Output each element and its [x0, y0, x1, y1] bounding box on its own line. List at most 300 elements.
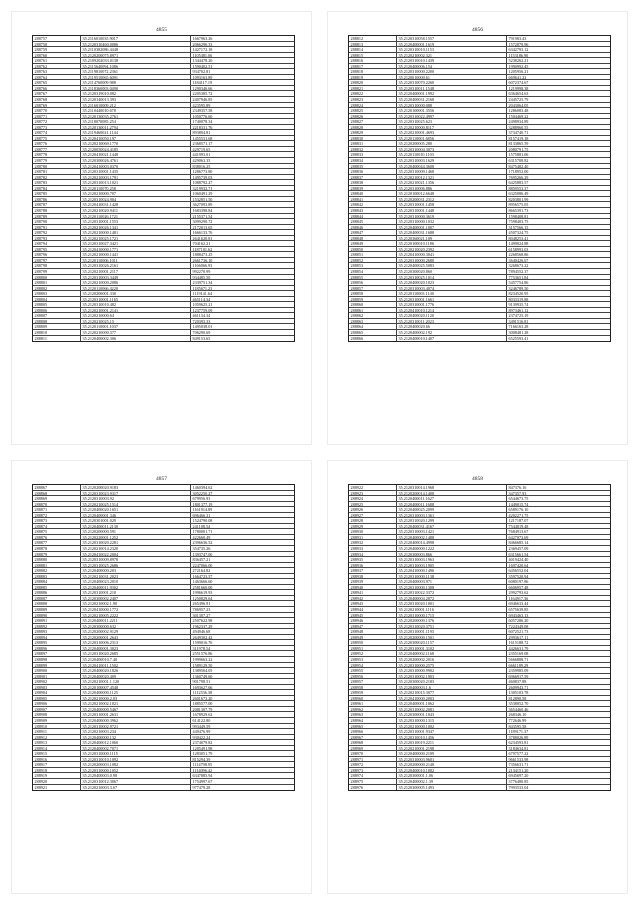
row-id-cell: 288894 [33, 635, 81, 640]
row-id-cell: 288782 [33, 175, 81, 180]
row-id-cell: 288973 [349, 768, 397, 773]
code-cell: 35.2120310013.1021 [81, 180, 191, 185]
code-cell: 35.2120310020.2281 [81, 540, 191, 545]
amount-cell: 422660.49 [192, 534, 211, 540]
code-cell: 35.2120410000.1771 [81, 247, 191, 252]
amount-cell: 8033319.88 [508, 296, 529, 302]
code-cell: 35.2120310023.9317 [81, 491, 191, 496]
code-cell: 35.2120360021.109 [397, 236, 507, 241]
amount-cell: 3627093.89 [192, 202, 213, 207]
code-cell: 35.2120400002.306 [81, 336, 191, 342]
amount-cell: 7544819.48 [508, 523, 529, 529]
row-id-cell: 288775 [33, 136, 81, 141]
amount-cell: 3246789.50 [508, 285, 529, 291]
code-cell: 35.2120400012.1060 [81, 740, 191, 745]
code-cell: 35.2120210001.2198 [397, 746, 507, 751]
code-cell: 35.2120310003.1905 [397, 563, 507, 568]
code-cell: 35.2120310000.1315 [397, 718, 507, 723]
code-cell: 35.2120210025.1514 [81, 502, 191, 507]
amount-cell: 3219932.71 [192, 185, 213, 191]
code-cell: 35.2120210021.1356 [397, 180, 507, 185]
code-cell: 35.2120319010.082 [81, 91, 191, 96]
amount-cell: 1153186.90 [508, 52, 529, 58]
code-cell: 35.2120400025.2099 [397, 507, 507, 512]
row-id-cell: 288959 [349, 690, 397, 695]
data-table [32, 484, 295, 791]
row-id-cell: 288918 [33, 768, 81, 773]
code-cell: 35.2120110070.258 [81, 186, 191, 191]
amount-cell: 1589129.50 [192, 662, 213, 668]
row-id-cell: 288769 [33, 103, 81, 108]
row-id-cell: 288834 [349, 158, 397, 163]
page-title: 4858 [472, 476, 483, 482]
code-cell: 35.2120210020.2392 [397, 247, 507, 252]
code-cell: 35.2120310001.2631 [81, 712, 191, 717]
row-id-cell: 288879 [33, 552, 81, 557]
code-cell: 35.2120310001.1776 [397, 302, 507, 307]
code-cell: 35.2120310000.9902 [397, 668, 507, 673]
amount-cell: 241108.54 [192, 523, 211, 529]
code-cell: 35.2120210000.377 [81, 330, 191, 335]
row-id-cell: 288845 [349, 219, 397, 224]
amount-cell: 423595.89 [192, 102, 211, 108]
row-id-cell: 288905 [33, 696, 81, 701]
code-cell: 35.2120200002.9129 [81, 629, 191, 634]
row-id-cell: 288839 [349, 186, 397, 191]
amount-cell: 1184117.19 [192, 80, 213, 85]
amount-cell: 1460394.62 [192, 485, 213, 490]
amount-cell: 6158993.03 [508, 246, 529, 252]
amount-cell: 1697420.64 [508, 562, 529, 568]
row-id-cell: 288945 [349, 613, 397, 618]
row-id-cell: 288882 [33, 568, 81, 573]
row-id-cell: 288766 [33, 86, 81, 91]
amount-cell: 6456552.04 [508, 568, 529, 573]
amount-cell: 1290346.66 [192, 85, 213, 91]
amount-cell: 449476.99 [192, 729, 211, 734]
amount-cell: 812890.58 [508, 695, 527, 701]
row-id-cell: 288925 [349, 502, 397, 507]
row-id-cell: 288881 [33, 563, 81, 568]
amount-cell: 992270.99 [192, 268, 211, 274]
code-cell: 35.2120400044.3608 [397, 164, 507, 169]
code-cell: 35.2120210002.1021 [81, 701, 191, 706]
code-cell: 35.2120301001.029 [81, 518, 191, 523]
amount-cell: 7894552.37 [508, 268, 529, 274]
code-cell: 35.2120310004.3073 [397, 147, 507, 152]
code-cell: 35.2109202033.0138 [81, 58, 191, 63]
row-id-cell: 288954 [349, 663, 397, 668]
row-id-cell: 288800 [33, 275, 81, 280]
amount-cell: 1532851.50 [192, 196, 213, 202]
row-id-cell: 288911 [33, 729, 81, 734]
code-cell: 35.2120050024.4185 [81, 147, 191, 152]
amount-cell: 1683398.84 [192, 207, 213, 213]
amount-cell: 1088792.27 [192, 180, 213, 185]
code-cell: 35.2120310000.1115 [81, 751, 191, 756]
row-id-cell: 288900 [33, 668, 81, 673]
code-cell: 35.2120310006.886 [397, 186, 507, 191]
code-cell: 35.2120400003.971 [397, 579, 507, 584]
row-id-cell: 288809 [33, 324, 81, 329]
row-id-cell: 288932 [349, 540, 397, 545]
code-cell: 35.2120400002.1488 [397, 535, 507, 540]
amount-cell: 1305103.78 [508, 690, 529, 695]
row-id-cell: 288904 [33, 690, 81, 695]
amount-cell: 1205491.98 [192, 745, 213, 751]
row-id-cell: 288875 [33, 529, 81, 534]
amount-cell: 1185671.23 [192, 285, 213, 291]
row-id-cell: 288856 [349, 280, 397, 285]
row-id-cell: 288796 [33, 252, 81, 257]
row-id-cell: 288958 [349, 685, 397, 690]
code-cell: 35.2120310009.1468 [397, 169, 507, 174]
row-id-cell: 288812 [349, 36, 397, 41]
code-cell: 35.2120400001.1062 [397, 701, 507, 706]
row-id-cell: 288835 [349, 164, 397, 169]
code-cell: 35.2120400020.66 [397, 324, 507, 329]
row-id-cell: 288960 [349, 696, 397, 701]
row-id-cell: 288892 [33, 624, 81, 629]
code-cell: 35.2120400010.1407 [397, 336, 507, 342]
code-cell: 35.2120200003.1082 [81, 762, 191, 767]
amount-cell: 2339751.34 [192, 280, 213, 285]
row-id-cell: 288816 [349, 58, 397, 63]
amount-cell: 2407946.85 [192, 97, 213, 102]
row-id-cell: 288771 [33, 114, 81, 119]
amount-cell: 696466.31 [192, 512, 211, 518]
row-id-cell: 288858 [349, 291, 397, 296]
amount-cell: 354735.26 [192, 546, 211, 551]
amount-cell: 2080791.75 [508, 146, 529, 152]
amount-cell: 2649302.42 [192, 634, 213, 640]
row-id-cell: 288828 [349, 125, 397, 130]
row-id-cell: 288830 [349, 136, 397, 141]
amount-cell: 2369457.09 [508, 546, 529, 551]
row-id-cell: 288871 [33, 507, 81, 512]
row-id-cell: 288888 [33, 601, 81, 606]
code-cell: 35.2120200020.9183 [81, 485, 191, 490]
row-id-cell: 288872 [33, 513, 81, 518]
amount-cell: 6325086.49 [508, 191, 529, 196]
code-cell: 35.2120400011.2130 [81, 524, 191, 529]
code-cell: 35.2120310002.1903 [397, 674, 507, 679]
amount-cell: 893894.81 [192, 130, 211, 135]
code-cell: 35.2120310001.9347 [397, 729, 507, 734]
row-id-cell: 288868 [33, 491, 81, 496]
row-id-cell: 288968 [349, 740, 397, 745]
amount-cell: 669641.22 [508, 74, 527, 80]
row-id-cell: 288906 [33, 701, 81, 706]
code-cell: 35.2120400001.1619 [397, 42, 507, 47]
row-id-cell: 288907 [33, 707, 81, 712]
row-id-cell: 288967 [349, 735, 397, 740]
row-id-cell: 288916 [33, 757, 81, 762]
row-id-cell: 288957 [349, 679, 397, 684]
row-id-cell: 288923 [349, 491, 397, 496]
amount-cell: 2507622.98 [192, 618, 213, 623]
code-cell: 35.2120310006.2313 [81, 640, 191, 645]
code-cell: 35.2120400002.7071 [81, 746, 191, 751]
amount-cell: 1999663.22 [192, 656, 213, 662]
code-cell: 35.2120110001.6856 [397, 136, 507, 141]
code-cell: 35.2120310058.1557 [397, 36, 507, 41]
row-id-cell: 288902 [33, 679, 81, 684]
row-id-cell: 288970 [349, 751, 397, 756]
amount-cell: 838016.25 [192, 163, 211, 169]
code-cell: 35.2120200000.591 [81, 529, 191, 534]
row-id-cell: 288940 [349, 585, 397, 590]
code-cell: 35.2120110026.1721 [81, 214, 191, 219]
amount-cell: 3099290.72 [192, 219, 213, 224]
row-id-cell: 288956 [349, 674, 397, 679]
code-cell: 35.2120400003.1.6 [397, 685, 507, 690]
amount-cell: 1888473.25 [192, 252, 213, 257]
code-cell: 35.2120310003.1629 [397, 158, 507, 163]
row-id-cell: 288928 [349, 518, 397, 523]
amount-cell: 5238262.21 [508, 58, 529, 63]
row-id-cell: 288917 [33, 762, 81, 767]
row-id-cell: 288833 [349, 152, 397, 157]
amount-cell: 6315708.82 [508, 158, 529, 163]
row-id-cell: 288851 [349, 252, 397, 257]
data-table [32, 35, 295, 342]
code-cell: 35.2120310025.623 [397, 119, 507, 124]
row-id-cell: 288929 [349, 524, 397, 529]
code-cell: 35.2114760009.988 [81, 80, 191, 85]
code-cell: 35.2120310011.2023 [397, 319, 507, 324]
row-id-cell: 288799 [33, 269, 81, 274]
row-id-cell: 288826 [349, 114, 397, 119]
code-cell: 35.2120400031.4167 [397, 524, 507, 529]
row-id-cell: 288798 [33, 263, 81, 268]
amount-cell: 429719.65 [192, 146, 211, 152]
amount-cell: 7695266.29 [508, 174, 529, 180]
row-id-cell: 288758 [33, 42, 81, 47]
amount-cell: 1187101.62 [192, 246, 213, 252]
code-cell: 35.2120400006.154 [397, 64, 507, 69]
amount-cell: 849153.65 [192, 335, 211, 341]
amount-cell: 272164.82 [192, 568, 211, 573]
amount-cell: 268346.10 [508, 712, 527, 717]
code-cell: 35.2116010009.212 [81, 103, 191, 108]
row-id-cell: 288976 [349, 785, 397, 791]
row-id-cell: 288840 [349, 191, 397, 196]
row-id-cell: 288913 [33, 740, 81, 745]
code-cell: 35.2120310003.9601 [397, 757, 507, 762]
amount-cell: 6945697.20 [508, 773, 529, 778]
code-cell: 35.2120210025.1721 [81, 236, 191, 241]
row-id-cell: 288857 [349, 286, 397, 291]
row-id-cell: 288757 [33, 36, 81, 41]
amount-cell: 1590402.51 [192, 63, 213, 69]
amount-cell: 1119141.64 [192, 291, 213, 296]
row-id-cell: 288972 [349, 762, 397, 767]
code-cell: 35.2120310000.1308 [397, 585, 507, 590]
row-id-cell: 288852 [349, 258, 397, 263]
code-cell: 35.2120310020.1299 [397, 518, 507, 523]
row-id-cell: 288884 [33, 579, 81, 584]
row-id-cell: 288931 [349, 535, 397, 540]
amount-cell: 1105481.06 [192, 52, 213, 58]
row-id-cell: 288859 [349, 297, 397, 302]
row-id-cell: 288761 [33, 58, 81, 63]
row-id-cell: 288847 [349, 230, 397, 235]
code-cell: 35.2120310025.1014 [397, 275, 507, 280]
amount-cell: 1885577.00 [192, 701, 213, 706]
row-id-cell: 288810 [33, 330, 81, 335]
amount-cell: 1189171.37 [508, 729, 529, 734]
amount-cell: 2498934.89 [508, 119, 529, 124]
row-id-cell: 288861 [349, 308, 397, 313]
amount-cell: 2355169.08 [508, 651, 529, 656]
amount-cell: 1360749.60 [192, 673, 213, 679]
amount-cell: 6315661.54 [508, 551, 529, 557]
row-id-cell: 288891 [33, 618, 81, 623]
amount-cell: 461134.34 [192, 313, 211, 318]
amount-cell: 791983.43 [508, 36, 527, 41]
code-cell: 35.2120200000.1501 [397, 635, 507, 640]
code-cell: 35.2120400020.1023 [397, 280, 507, 285]
row-id-cell: 288837 [349, 175, 397, 180]
amount-cell: 2218331.76 [192, 124, 213, 130]
amount-cell: 614122.80 [192, 717, 211, 723]
code-cell: 35.2120300002.2407 [81, 596, 191, 601]
amount-cell: 6606957.48 [508, 584, 529, 590]
code-cell: 35.2120400011.2211 [81, 618, 191, 623]
amount-cell: 1615188.72 [508, 640, 529, 645]
row-id-cell: 288831 [349, 141, 397, 146]
row-id-cell: 288814 [349, 47, 397, 52]
amount-cell: 2374079.82 [192, 740, 213, 745]
row-id-cell: 288780 [33, 164, 81, 169]
amount-cell: 494946.68 [192, 629, 211, 634]
code-cell: 35.2120410031.1428 [81, 202, 191, 207]
amount-cell: 1389504.05 [192, 668, 213, 673]
amount-cell: 1678929.62 [192, 712, 213, 717]
amount-cell: 3157566.15 [508, 224, 529, 230]
code-cell: 35.2120310000.1715 [397, 613, 507, 618]
code-cell: 35.2120220001.1252 [81, 535, 191, 540]
code-cell: 35.2120200000.1376 [397, 618, 507, 623]
page-4858 [328, 461, 627, 893]
code-cell: 35.2120210001.4693 [397, 130, 507, 135]
code-cell: 35.2120310026.2161 [81, 263, 191, 268]
row-id-cell: 288962 [349, 707, 397, 712]
row-id-cell: 288846 [349, 225, 397, 230]
code-cell: 35.2120310020.1001 [397, 601, 507, 606]
row-id-cell: 288971 [349, 757, 397, 762]
amount-cell: 6425883.57 [508, 180, 529, 185]
amount-cell: 2043064.05 [508, 102, 529, 108]
amount-cell: 1449015.74 [508, 501, 529, 507]
code-cell: 35.2120310000.2200 [397, 69, 507, 74]
amount-cell: 1754997.67 [192, 778, 213, 784]
row-id-cell: 288788 [33, 208, 81, 213]
code-cell: 35.2120310003.1963 [397, 557, 507, 562]
amount-cell: 6575639.85 [508, 607, 529, 612]
row-id-cell: 288836 [349, 169, 397, 174]
amount-cell: 1499024.88 [508, 241, 529, 246]
code-cell: 35.2120310000.1032 [397, 219, 507, 224]
row-id-cell: 288805 [33, 302, 81, 307]
code-cell: 35.2120310001.1553 [81, 219, 191, 224]
row-id-cell: 288955 [349, 668, 397, 673]
code-cell: 35.2120110066.4220 [81, 286, 191, 291]
amount-cell: 2445725.79 [508, 97, 529, 102]
page-4855 [12, 12, 311, 444]
code-cell: 35.2120210026.1341 [81, 225, 191, 230]
code-cell: 35.2120400000.132 [81, 735, 191, 740]
code-cell: 35.2120410000.3041 [397, 252, 507, 257]
amount-cell: 1740078.34 [192, 119, 213, 124]
row-id-cell: 288950 [349, 640, 397, 645]
amount-cell: 5457754.86 [508, 280, 529, 285]
row-id-cell: 288909 [33, 718, 81, 723]
code-cell: 35.2120210001.1116 [397, 607, 507, 612]
amount-cell: 1283051.79 [192, 751, 213, 756]
row-id-cell: 288975 [349, 779, 397, 784]
amount-cell: 8157419.18 [508, 135, 529, 141]
code-cell: 35.2120210000.64 [81, 313, 191, 318]
code-cell: 35.2120210000.8117 [397, 125, 507, 130]
code-cell: 35.2120310020.2685 [81, 651, 191, 656]
amount-cell: 6589176.10 [508, 507, 529, 512]
row-id-cell: 288922 [349, 485, 397, 490]
row-id-cell: 288784 [33, 186, 81, 191]
amount-cell: 1286083.48 [508, 108, 529, 113]
row-id-cell: 288804 [33, 297, 81, 302]
page-title: 4857 [156, 476, 167, 482]
code-cell: 35.2120110003.1140 [397, 291, 507, 296]
code-cell: 35.2120310000.1138 [397, 574, 507, 579]
row-id-cell: 288926 [349, 507, 397, 512]
code-cell: 35.2120310022.3372 [397, 590, 507, 595]
row-id-cell: 288763 [33, 69, 81, 74]
code-cell: 35.2120310000.2680 [397, 258, 507, 263]
amount-cell: 772646.99 [508, 717, 527, 723]
amount-cell: 2247066.00 [192, 562, 213, 568]
code-cell: 35.2120400023.2010 [81, 579, 191, 584]
code-cell: 35.2110382086.4448 [81, 47, 191, 52]
code-cell: 35.2120400001.1007 [397, 225, 507, 230]
code-cell: 35.2120300001.1043 [397, 712, 507, 717]
amount-cell: 1393747.00 [192, 551, 213, 557]
amount-cell: 1059625.21 [192, 302, 213, 307]
row-id-cell: 288965 [349, 724, 397, 729]
amount-cell: 977479.28 [192, 784, 211, 790]
amount-cell: 1250829.64 [192, 595, 213, 601]
code-cell: 35.2120210000.1481 [81, 230, 191, 235]
row-id-cell: 288886 [33, 590, 81, 595]
row-id-cell: 288777 [33, 147, 81, 152]
row-id-cell: 288811 [33, 336, 81, 342]
row-id-cell: 288942 [349, 596, 397, 601]
amount-cell: 720393.33 [192, 318, 211, 324]
amount-cell: 1166066.93 [192, 263, 213, 268]
row-id-cell: 288936 [349, 563, 397, 568]
amount-cell: 2066296.33 [192, 41, 213, 47]
code-cell: 35.2120410022.2004 [81, 552, 191, 557]
row-id-cell: 288921 [33, 785, 81, 791]
row-id-cell: 288813 [349, 42, 397, 47]
row-id-cell: 288964 [349, 718, 397, 723]
row-id-cell: 288848 [349, 236, 397, 241]
code-cell: 35.2120410000.1772 [81, 607, 191, 612]
row-id-cell: 288951 [349, 646, 397, 651]
row-id-cell: 288874 [33, 524, 81, 529]
code-cell: 35.2120200005.280 [397, 141, 507, 146]
